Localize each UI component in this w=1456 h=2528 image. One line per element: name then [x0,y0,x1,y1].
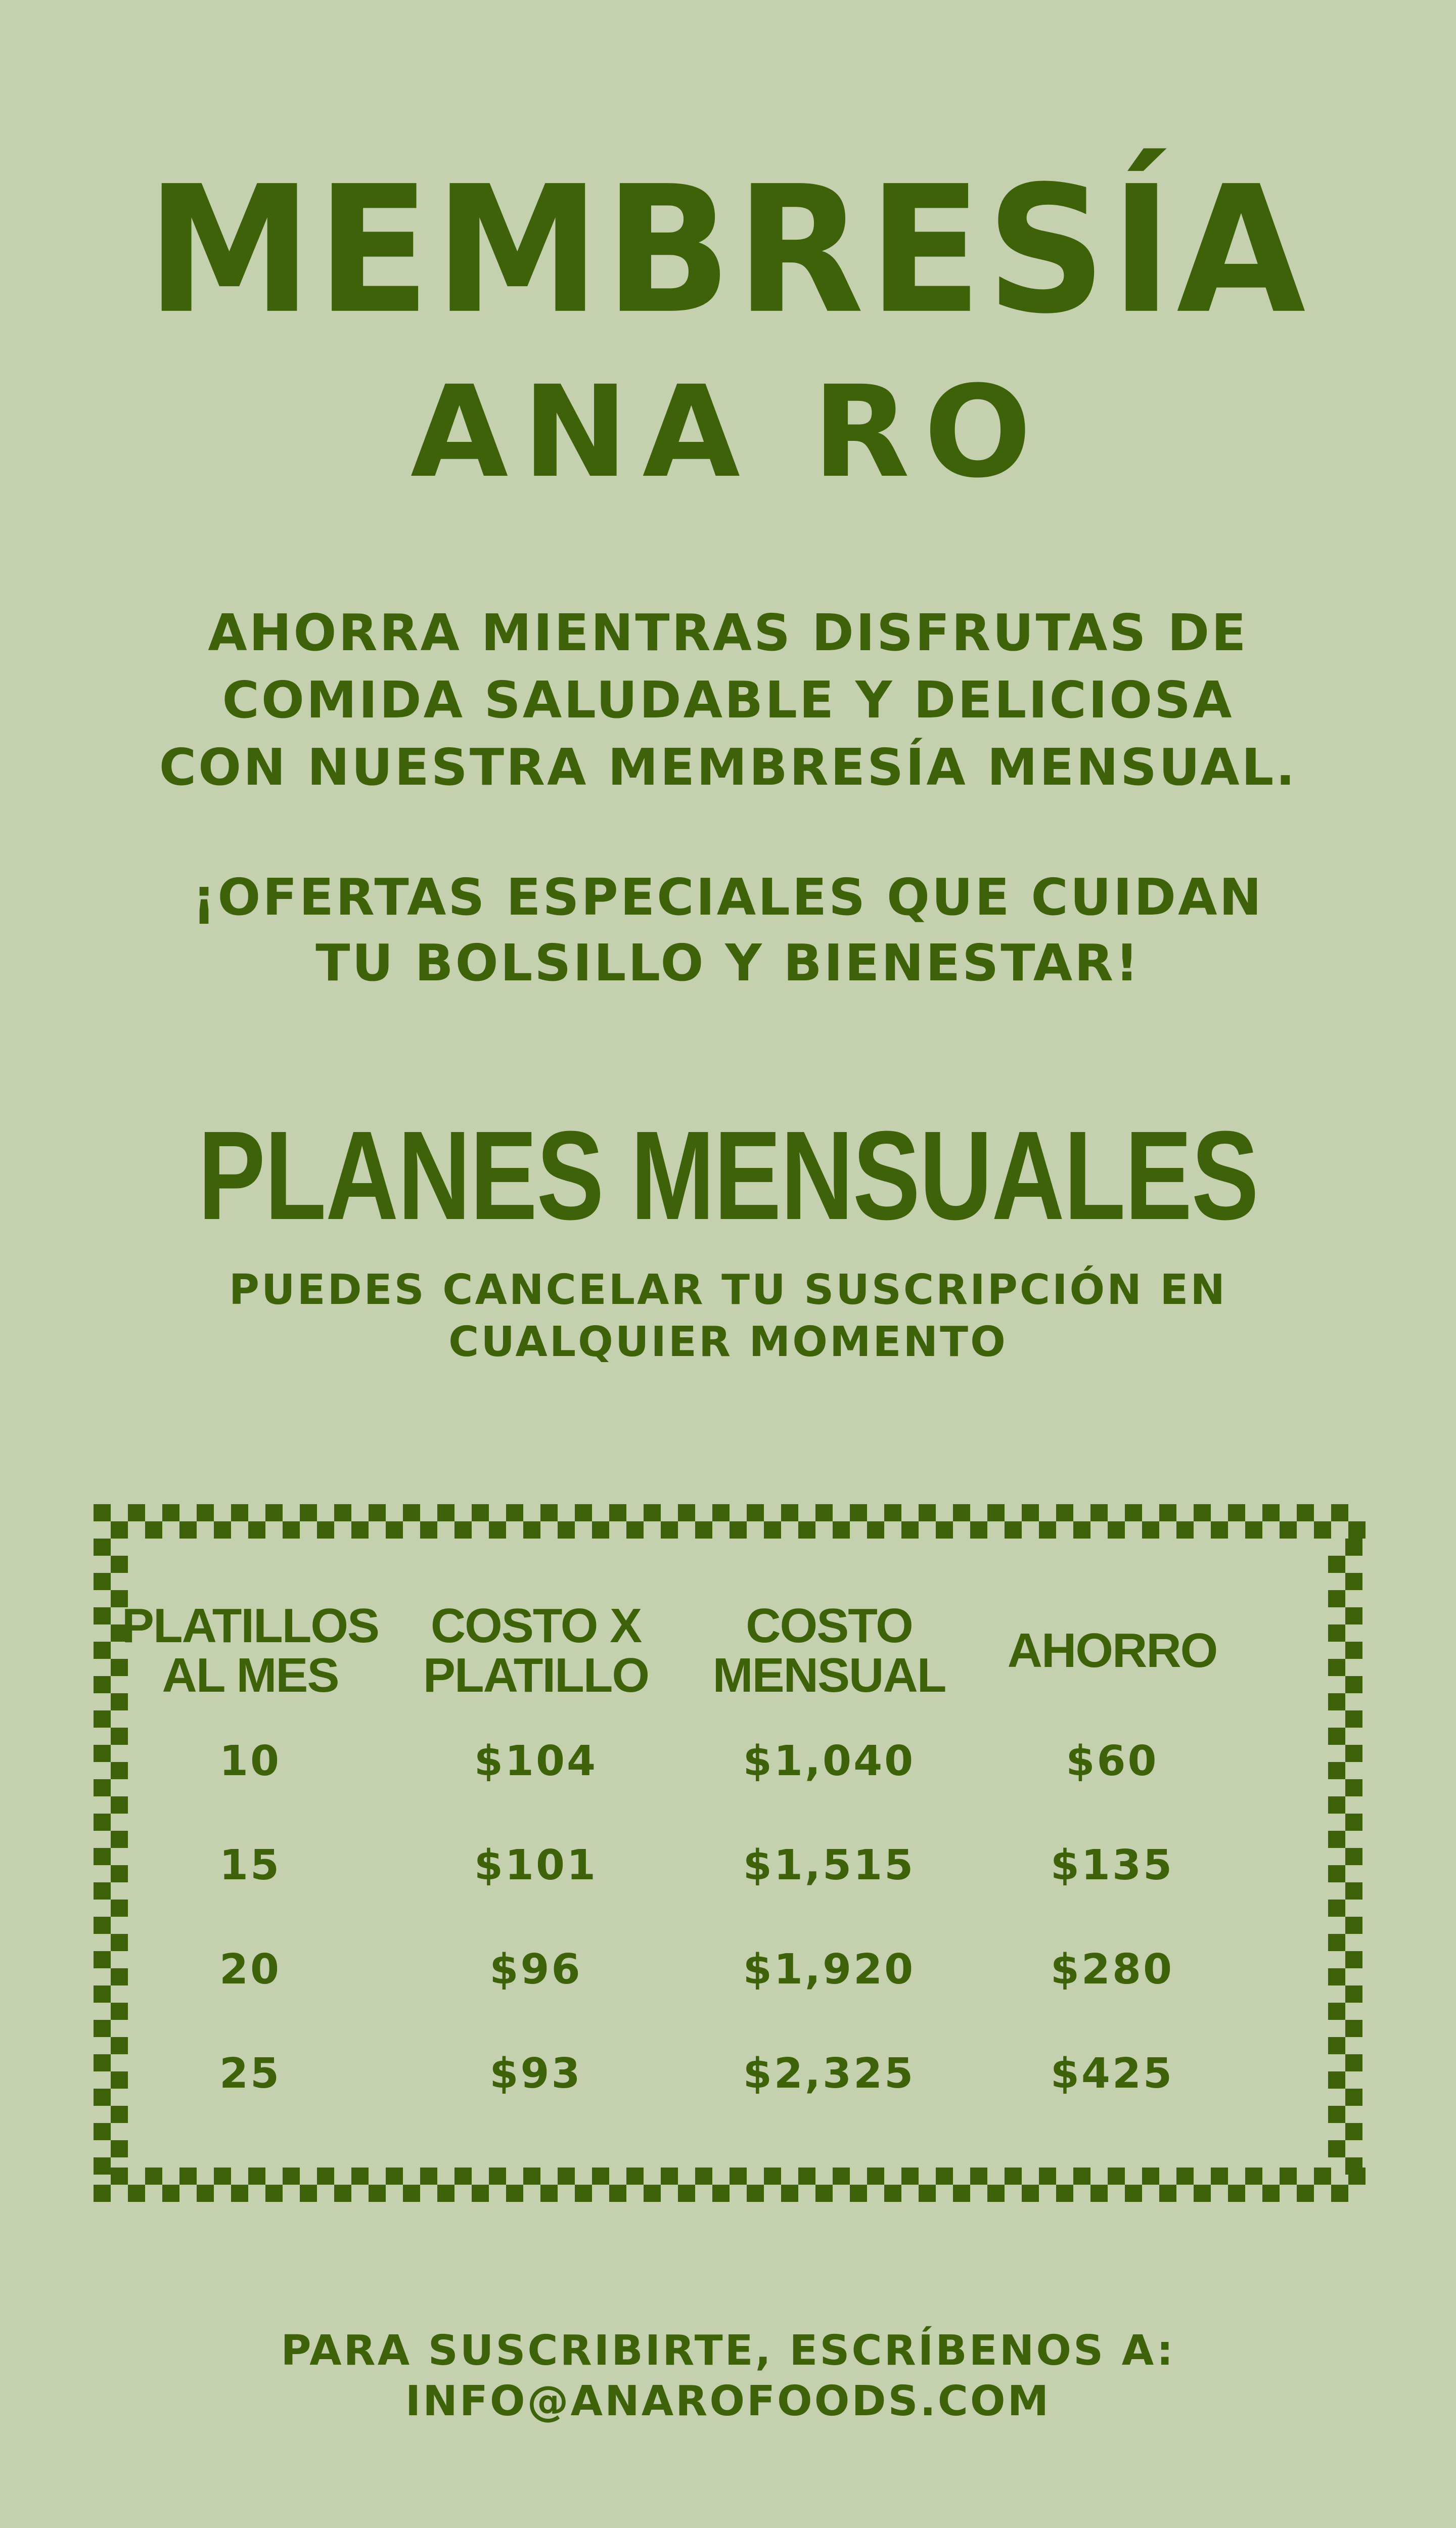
intro-line: COMIDA SALUDABLE Y DELICIOSA [222,670,1234,730]
cell-ahorro: $425 [1050,2049,1174,2098]
cell-costo-platillo: $96 [489,1945,582,1994]
header-platillos: PLATILLOS AL MES [121,1599,379,1702]
header-costo-mensual: COSTO MENSUAL [712,1599,946,1702]
offer-line: TU BOLSILLO Y BIENESTAR! [315,933,1141,992]
cell-costo-mensual: $1,515 [743,1841,916,1889]
plans-note-line: CUALQUIER MOMENTO [448,1318,1008,1366]
intro-line: CON NUESTRA MEMBRESÍA MENSUAL. [159,738,1297,797]
table-row [116,2021,1345,2126]
cell-costo-platillo: $104 [474,1737,598,1785]
plans-note-line: PUEDES CANCELAR TU SUSCRIPCIÓN EN [229,1266,1227,1314]
footer-line: PARA SUSCRIBIRTE, ESCRÍBENOS A: [281,2327,1175,2375]
plans-heading: PLANES MENSUALES [198,1105,1258,1246]
page-title: MEMBRESÍA [146,148,1310,352]
header-ahorro: AHORRO [1007,1623,1217,1678]
cell-ahorro: $60 [1066,1737,1159,1785]
cell-costo-platillo: $101 [474,1841,598,1889]
footer-email: INFO@ANAROFOODS.COM [405,2377,1051,2425]
cell-platillos: 20 [219,1945,282,1994]
cell-ahorro: $280 [1050,1945,1174,1994]
brand-name: ANA RO [410,358,1046,506]
table-header-row [116,1593,1345,1709]
cell-platillos: 25 [219,2049,282,2098]
cell-costo-mensual: $2,325 [743,2049,916,2098]
header-costo-platillo: COSTO X PLATILLO [423,1599,649,1702]
cell-platillos: 15 [219,1841,282,1889]
cell-platillos: 10 [219,1737,282,1785]
plans-table [116,1593,1345,2126]
footer-contact [0,2326,1456,2427]
cell-costo-mensual: $1,920 [743,1945,916,1994]
cell-costo-platillo: $93 [489,2049,582,2098]
table-row [116,1709,1345,1813]
cell-ahorro: $135 [1050,1841,1174,1889]
offer-line: ¡OFERTAS ESPECIALES QUE CUIDAN [192,868,1264,927]
table-row [116,1917,1345,2021]
cell-costo-mensual: $1,040 [743,1737,916,1785]
table-row [116,1813,1345,1917]
intro-line: AHORRA MIENTRAS DISFRUTAS DE [208,603,1248,662]
